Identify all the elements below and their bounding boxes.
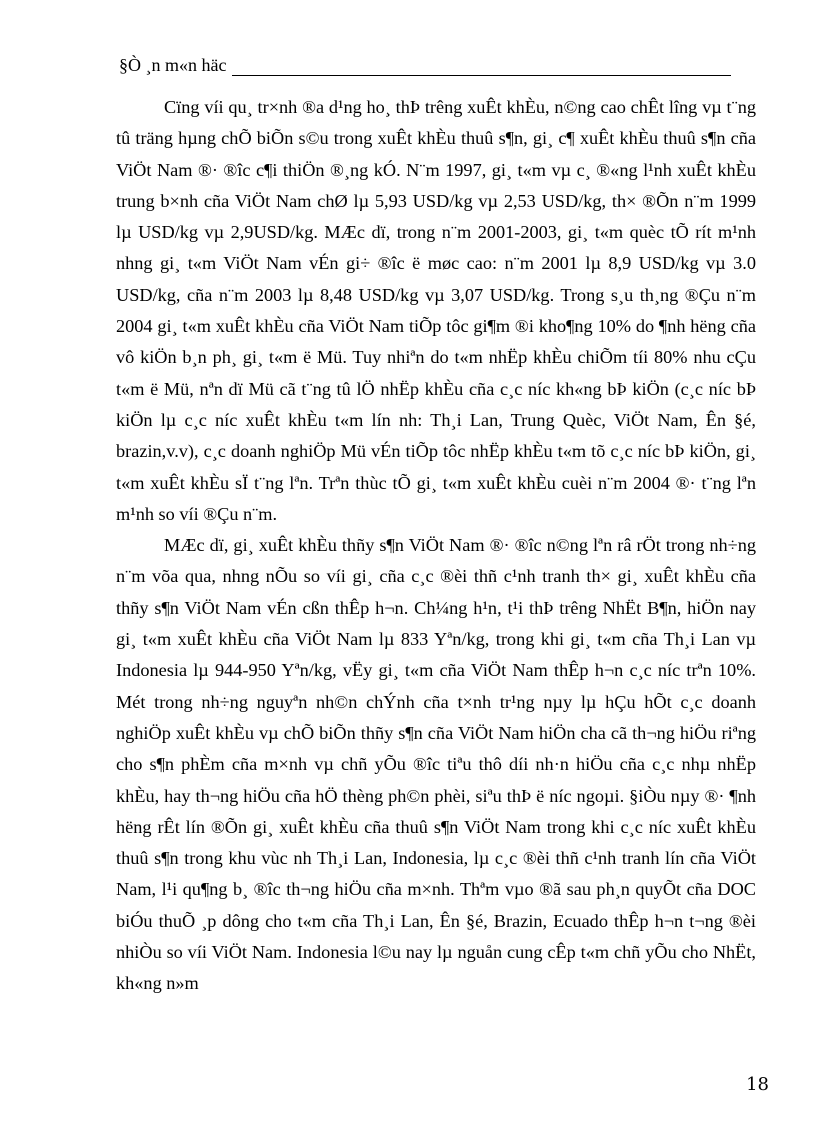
page-number: 18 [746, 1074, 769, 1095]
page-header [119, 55, 731, 76]
header-rule [232, 59, 731, 76]
header-title: §Ò ¸n m«n häc [119, 55, 227, 75]
paragraph: MÆc dï, gi¸ xuÊt khÈu thñy s¶n ViÖt Nam ®· ®îc n©ng lªn râ rÖt trong nh÷ng n¨m võa qua, nhng nÕu so víi gi¸ cña c¸c ®èi thñ c¹nh tranh th× gi¸ xuÊt khÈu cña thñy s¶n ViÖt Nam vÉn cßn thÊp h¬n. Ch¼ng h¹n, t¹i thÞ trêng NhËt B¶n, hiÖn nay gi¸ t«m xuÊt khÈu cña ViÖt Nam lµ 833 Yªn/kg, trong khi gi¸ t«m cña Th¸i Lan vµ Indonesia lµ 944-950 Yªn/kg, vËy gi¸ t«m cña ViÖt Nam thÊp h¬n c¸c níc trªn 10%. Mét trong nh÷ng nguyªn nh©n chÝnh cña t×nh tr¹ng nµy lµ hÇu hÕt c¸c doanh nghiÖp xuÊt khÈu vµ chÕ biÕn thñy s¶n cña ViÖt Nam hiÖn cha cã th¬ng hiÖu riªng cho s¶n phÈm cña m×nh vµ chñ yÕu ®îc tiªu thô díi nh·n hiÖu cña c¸c nhµ nhËp khÈu, hay th¬ng hiÖu cña hÖ thèng ph©n phèi, siªu thÞ ë níc ngoµi. §iÒu nµy ®· ¶nh hëng rÊt lín ®Õn gi¸ xuÊt khÈu cña thuû s¶n ViÖt Nam trong khi c¸c níc xuÊt khÈu thuû s¶n trong khu vùc nh Th¸i Lan, Indonesia, lµ c¸c ®èi thñ c¹nh tranh lín cña ViÖt Nam, l¹i qu¶ng b¸ ®îc th¬ng hiÖu cña m×nh. Thªm vµo ®ã sau ph¸n quyÕt cña DOC biÓu thuÕ ¸p dông cho t«m cña Th¸i Lan, Ên §é, Brazin, Ecuado thÊp h¬n t¬ng ®èi nhiÒu so víi ViÖt Nam. Indonesia l©u nay lµ nguån cung cÊp t«m chñ yÕu cho NhËt, kh«ng n»m [116, 535, 756, 994]
body-text [116, 92, 756, 1000]
paragraph: Cïng víi qu¸ tr×nh ®a d¹ng ho¸ thÞ trêng xuÊt khÈu, n©ng cao chÊt lîng vµ t¨ng tû träng hµng chÕ biÕn s©u trong xuÊt khÈu thuû s¶n, gi¸ c¶ xuÊt khÈu thuû s¶n cña ViÖt Nam ®· ®îc c¶i thiÖn ®¸ng kÓ. N¨m 1997, gi¸ t«m vµ c¸ ®«ng l¹nh xuÊt khÈu trung b×nh cña ViÖt Nam chØ lµ 5,93 USD/kg vµ 2,53 USD/kg, th× ®Õn n¨m 1999 lµ USD/kg vµ 2,9USD/kg. MÆc dï, trong n¨m 2001-2003, gi¸ t«m quèc tÕ rít m¹nh nhng gi¸ t«m ViÖt Nam vÉn gi÷ ®îc ë møc cao: n¨m 2001 lµ 8,9 USD/kg vµ 3.0 USD/kg, cña n¨m 2003 lµ 8,48 USD/kg vµ 3,07 USD/kg. Trong s¸u th¸ng ®Çu n¨m 2004 gi¸ t«m xuÊt khÈu cña ViÖt Nam tiÕp tôc gi¶m ®i kho¶ng 10% do ¶nh hëng cña vô kiÖn b¸n ph¸ gi¸ t«m ë Mü. Tuy nhiªn do t«m nhËp khÈu chiÕm tíi 80% nhu cÇu t«m ë Mü, nªn dï Mü cã t¨ng tû lÖ nhËp khÈu cña c¸c níc kh«ng bÞ kiÖn (c¸c níc bÞ kiÖn lµ c¸c níc xuÊt khÈu t«m lín nh: Th¸i Lan, Trung Quèc, ViÖt Nam, Ên §é, brazin,v.v), c¸c doanh nghiÖp Mü vÉn tiÕp tôc nhËp khÈu t«m tõ c¸c níc bÞ kiÖn, gi¸ t«m xuÊt khÈu sÏ t¨ng lªn. Trªn thùc tÕ gi¸ t«m xuÊt khÈu cuèi n¨m 2004 ®· t¨ng lªn m¹nh so víi ®Çu n¨m. [116, 97, 756, 524]
